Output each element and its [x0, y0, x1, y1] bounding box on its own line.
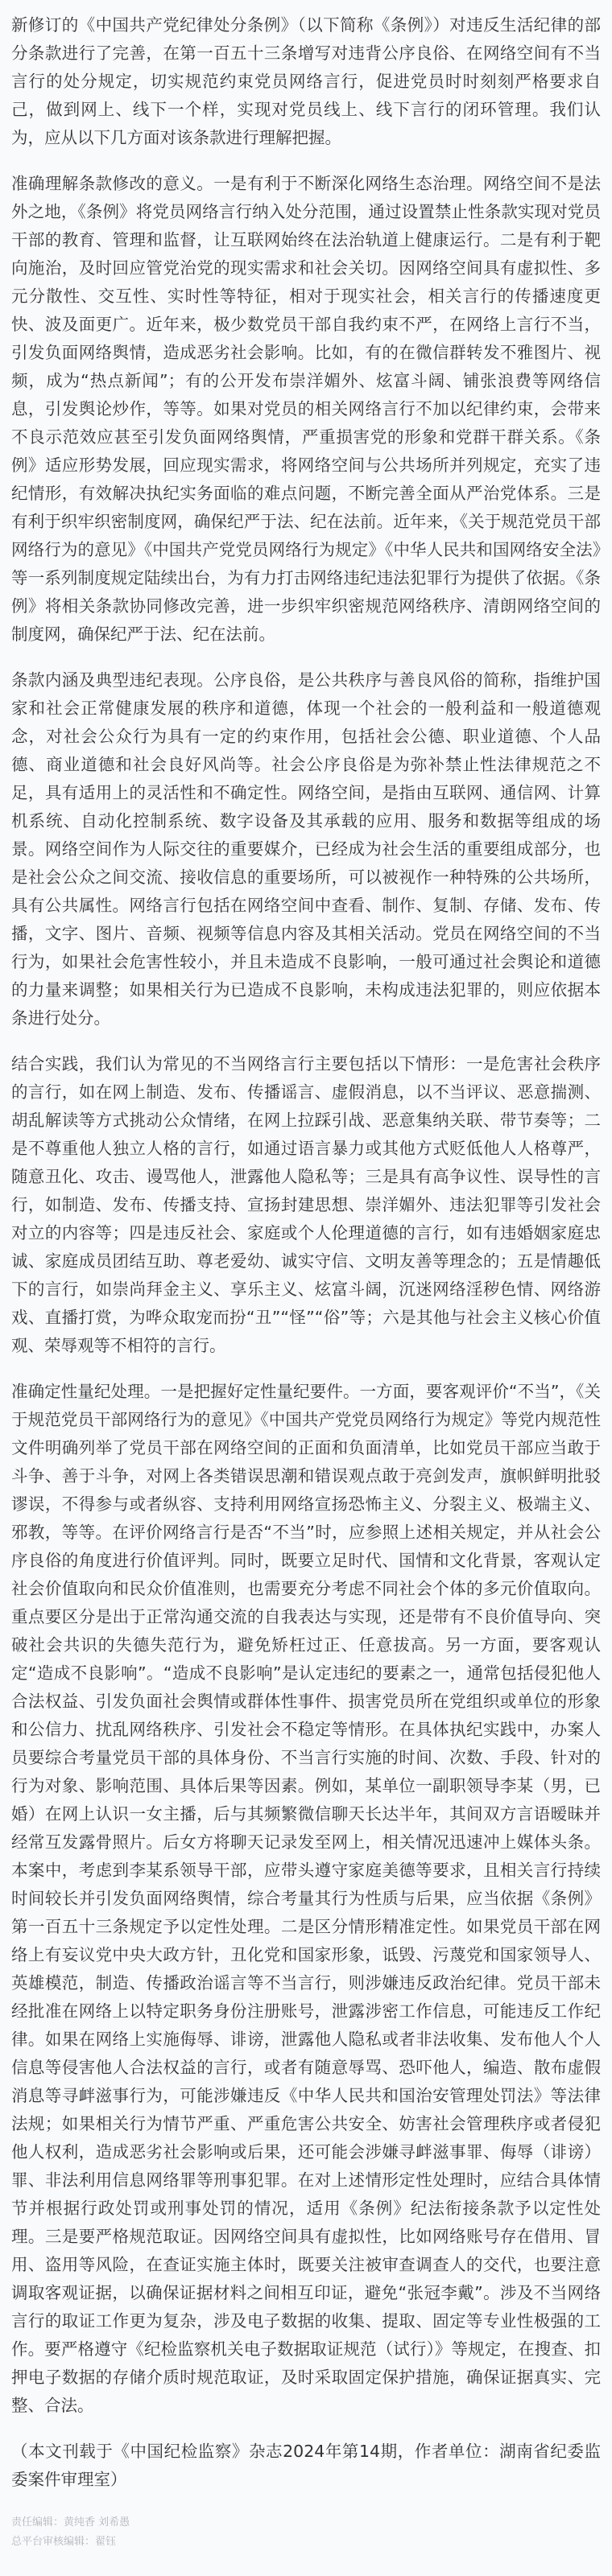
source-note: （本文刊载于《中国纪检监察》杂志2024年第14期，作者单位：湖南省纪委监委案件审理室）	[11, 2442, 601, 2489]
platform-review-editor: 总平台审核编辑：翟钰	[11, 2536, 117, 2548]
article-paragraph-typical-cases: 结合实践，我们认为常见的不当网络言行主要包括以下情形：一是危害社会秩序的言行，如在网上制造、发布、传播谣言、虚假消息，以不当评议、恶意揣测、胡乱解读等方式挑动公众情绪，在网上拉踩引战、恶意集纳关联、带节奏等；二是不尊重他人独立人格的言行，如通过语言暴力或其他方式贬低他人人格尊严，随意丑化、攻击、谩骂他人，泄露他人隐私等；三是具有高争议性、误导性的言行，如制造、发布、传播支持、宣扬封建思想、崇洋媚外、违法犯罪等引发社会对立的内容等；四是违反社会、家庭或个人伦理道德的言行，如有违婚姻家庭忠诚、家庭成员团结互助、尊老爱幼、诚实守信、文明友善等理念的；五是情趣低下的言行，如崇尚拜金主义、享乐主义、炫富斗阔，沉迷网络淫秽色情、网络游戏、直播打赏，为哗众取宠而扮“丑”“怪”“俗”等；六是其他与社会主义核心价值观、荣辱观等不相符的言行。	[11, 1054, 601, 1355]
responsible-editor: 责任编辑：黄纯香 刘希愚	[11, 2516, 130, 2529]
article-paragraph-intro: 新修订的《中国共产党纪律处分条例》（以下简称《条例》）对违反生活纪律的部分条款进行了完善，在第一百五十三条增写对违背公序良俗、在网络空间有不当言行的处分规定，切实规范约束党员网络言行，促进党员时时刻刻严格要求自己，做到网上、线下一个样，实现对党员线上、线下言行的闭环管理。我们认为，应从以下几方面对该条款进行理解把握。	[11, 15, 601, 147]
article-paragraph-significance: 准确理解条款修改的意义。一是有利于不断深化网络生态治理。网络空间不是法外之地，《条例》将党员网络言行纳入处分范围，通过设置禁止性条款实现对党员干部的教育、管理和监督，让互联网始终在法治轨道上健康运行。二是有利于靶向施治，及时回应管党治党的现实需求和社会关切。因网络空间具有虚拟性、多元分散性、交互性、实时性等特征，相对于现实社会，相关言行的传播速度更快、波及面更广。近年来，极少数党员干部自我约束不严，在网络上言行不当，引发负面网络舆情，造成恶劣社会影响。比如，有的在微信群转发不雅图片、视频，成为“热点新闻”；有的公开发布崇洋媚外、炫富斗阔、铺张浪费等网络信息，引发舆论炒作，等等。如果对党员的相关网络言行不加以纪律约束，会带来不良示范效应甚至引发负面网络舆情，严重损害党的形象和党群干群关系。《条例》适应形势发展，回应现实需求，将网络空间与公共场所并列规定，充实了违纪情形，有效解决执纪实务面临的难点问题，不断完善全面从严治党体系。三是有利于织牢织密制度网，确保纪严于法、纪在法前。近年来，《关于规范党员干部网络行为的意见》《中国共产党党员网络行为规定》《中华人民共和国网络安全法》等一系列制度规定陆续出台，为有力打击网络违纪违法犯罪行为提供了依据。《条例》将相关条款协同修改完善，进一步织牢织密规范网络秩序、清朗网络空间的制度网，确保纪严于法、纪在法前。	[11, 174, 601, 644]
article-paragraph-handling: 准确定性量纪处理。一是把握好定性量纪要件。一方面，要客观评价“不当”，《关于规范党员干部网络行为的意见》《中国共产党党员网络行为规定》等党内规范性文件明确列举了党员干部在网络空间的正面和负面清单，比如党员干部应当敢于斗争、善于斗争，对网上各类错误思潮和错误观点敢于亮剑发声，旗帜鲜明批驳谬误，不得参与或者纵容、支持利用网络宣扬恐怖主义、分裂主义、极端主义、邪教，等等。在评价网络言行是否“不当”时，应参照上述相关规定，并从社会公序良俗的角度进行价值评判。同时，既要立足时代、国情和文化背景，客观认定社会价值取向和民众价值准则，也需要充分考虑不同社会个体的多元价值取向。重点要区分是出于正常沟通交流的自我表达与实现，还是带有不良价值导向、突破社会共识的失德失范行为，避免矫枉过正、任意拔高。另一方面，要客观认定“造成不良影响”。“造成不良影响”是认定违纪的要素之一，通常包括侵犯他人合法权益、引发负面社会舆情或群体性事件、损害党员所在党组织或单位的形象和公信力、扰乱网络秩序、引发社会不稳定等情形。在具体执纪实践中，办案人员要综合考量党员干部的具体身份、不当言行实施的时间、次数、手段、针对的行为对象、影响范围、具体后果等因素。例如，某单位一副职领导李某（男，已婚）在网上认识一女主播，后与其频繁微信聊天长达半年，其间双方言语暧昧并经常互发露骨照片。后女方将聊天记录发至网上，相关情况迅速冲上媒体头条。本案中，考虑到李某系领导干部，应带头遵守家庭美德等要求，且相关言行持续时间较长并引发负面网络舆情，综合考量其行为性质与后果，应当依据《条例》第一百五十三条规定予以定性处理。二是区分情形精准定性。如果党员干部在网络上有妄议党中央大政方针，丑化党和国家形象，诋毁、污蔑党和国家领导人、英雄模范，制造、传播政治谣言等不当言行，则涉嫌违反政治纪律。党员干部未经批准在网络上以特定职务身份注册账号，泄露涉密工作信息，可能违反工作纪律。如果在网络上实施侮辱、诽谤，泄露他人隐私或者非法收集、发布他人个人信息等侵害他人合法权益的言行，或者有随意辱骂、恐吓他人，编造、散布虚假消息等寻衅滋事行为，可能涉嫌违反《中华人民共和国治安管理处罚法》等法律法规；如果相关行为情节严重、严重危害公共安全、妨害社会管理秩序或者侵犯他人权利，造成恶劣社会影响或后果，还可能会涉嫌寻衅滋事罪、侮辱（诽谤）罪、非法利用信息网络罪等刑事犯罪。在对上述情形定性处理时，应结合具体情节并根据行政处罚或刑事处罚的情况，适用《条例》纪法衔接条款予以定性处理。三是要严格规范取证。因网络空间具有虚拟性，比如网络账号存在借用、冒用、盗用等风险，在查证实施主体时，既要关注被审查调查人的交代，也要注意调取客观证据，以确保证据材料之间相互印证，避免“张冠李戴”。涉及不当网络言行的取证工作更为复杂，涉及电子数据的收集、提取、固定等专业性极强的工作。要严格遵守《纪检监察机关电子数据取证规范（试行）》等规定，在搜查、扣押电子数据的存储介质时规范取证，及时采取固定保护措施，确保证据真实、完整、合法。	[11, 1382, 601, 2415]
article-paragraph-connotation: 条款内涵及典型违纪表现。公序良俗，是公共秩序与善良风俗的简称，指维护国家和社会正常健康发展的秩序和道德，体现一个社会的一般利益和一般道德观念，对社会公众行为具有一定的约束作用，包括社会公德、职业道德、个人品德、商业道德和社会良好风尚等。社会公序良俗是为弥补禁止性法律规范之不足，具有适用上的灵活性和不确定性。网络空间，是指由互联网、通信网、计算机系统、自动化控制系统、数字设备及其承载的应用、服务和数据等组成的场景。网络空间作为人际交往的重要媒介，已经成为社会生活的重要组成部分，也是社会公众之间交流、接收信息的重要场所，可以被视作一种特殊的公共场所，具有公共属性。网络言行包括在网络空间中查看、制作、复制、存储、发布、传播，文字、图片、音频、视频等信息内容及其相关活动。党员在网络空间的不当行为，如果社会危害性较小，并且未造成不良影响，一般可通过社会舆论和道德的力量来调整；如果相关行为已造成不良影响，未构成违法犯罪的，则应依据本条进行处分。	[11, 670, 601, 1028]
